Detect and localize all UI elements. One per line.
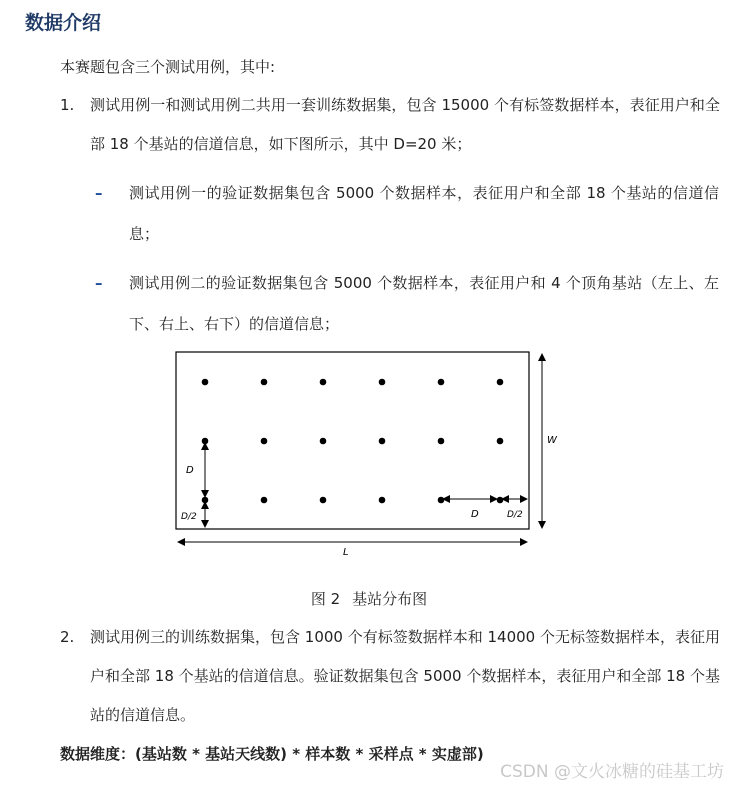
list-number: 1.: [60, 96, 75, 114]
intro-text: 本赛题包含三个测试用例，其中:: [60, 58, 276, 76]
horizontal-d-label: D: [471, 509, 479, 520]
base-station-dot: [320, 438, 327, 445]
base-station-dot: [379, 497, 386, 504]
dash-bullet: –: [95, 184, 103, 202]
base-station-dot: [497, 438, 504, 445]
dash-bullet: –: [95, 274, 103, 292]
base-station-dot: [320, 497, 327, 504]
figure-caption: [0, 588, 738, 609]
base-station-dot: [379, 438, 386, 445]
base-station-dot: [438, 497, 445, 504]
caption-number: 图 2: [310, 590, 341, 608]
base-station-dot: [497, 379, 504, 386]
watermark: CSDN @文火冰糖的硅基工坊: [500, 762, 724, 782]
base-station-dot: [261, 379, 268, 386]
base-station-dot: [379, 379, 386, 386]
data-dimension-line: 数据维度：(基站数 * 基站天线数) * 样本数 * 采样点 * 实虚部): [60, 745, 484, 763]
vertical-d-label: D: [186, 465, 194, 476]
list-item-text: 测试用例三的训练数据集，包含 1000 个有标签数据样本和 14000 个无标签数据样本，表征用户和全部 18 个基站的信道信息。验证数据集包含 5000 个数据样本，表征用户和全部 18 个基站的信道信息。: [90, 628, 720, 724]
list-number: 2.: [60, 628, 75, 646]
sub-item-text: 测试用例一的验证数据集包含 5000 个数据样本，表征用户和全部 18 个基站的信道信息；: [129, 184, 719, 243]
base-station-dot: [320, 379, 327, 386]
width-label: W: [547, 435, 557, 446]
base-station-dot: [438, 379, 445, 386]
length-label: L: [343, 547, 349, 558]
vertical-d2-label: D/2: [181, 512, 197, 522]
base-station-dot: [261, 438, 268, 445]
list-item-text: 测试用例一和测试用例二共用一套训练数据集，包含 15000 个有标签数据样本，表征用户和全部 18 个基站的信道信息，如下图所示，其中 D=20 米；: [90, 96, 720, 153]
base-station-dot: [202, 379, 209, 386]
base-station-dot: [438, 438, 445, 445]
sub-item-text: 测试用例二的验证数据集包含 5000 个数据样本，表征用户和 4 个顶角基站（左上、左下、右上、右下）的信道信息；: [129, 274, 719, 333]
base-station-dot: [497, 497, 504, 504]
area-rectangle: [176, 352, 529, 529]
caption-text: 基站分布图: [352, 590, 428, 608]
horizontal-d2-label: D/2: [507, 510, 523, 520]
base-station-dot: [261, 497, 268, 504]
station-grid: [202, 379, 504, 504]
section-heading: 数据介绍: [25, 12, 102, 34]
